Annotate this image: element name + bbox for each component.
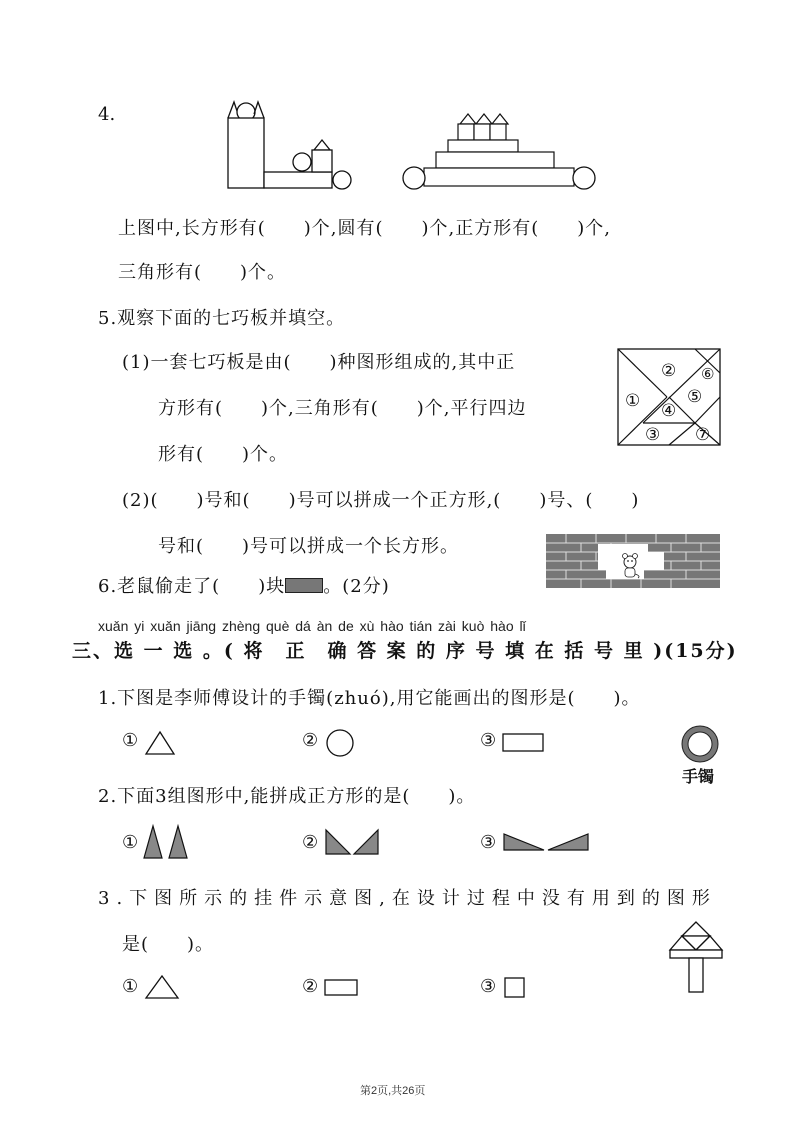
- bracelet-label: 手镯: [682, 767, 715, 786]
- section3-heading: 三、选 一 选 。( 将 正 确 答 案 的 序 号 填 在 括 号 里 )(15分): [72, 640, 738, 662]
- q6-text-before: 6.老鼠偷走了( )块: [98, 576, 286, 597]
- s3q3-option-1-label: ①: [122, 976, 139, 997]
- s3q3-option-2-label: ②: [302, 976, 319, 997]
- q4-line1: 上图中,长方形有( )个,圆有( )个,正方形有( )个,: [118, 218, 612, 239]
- pendant-figure: [668, 920, 724, 994]
- q4-number: 4.: [98, 104, 116, 125]
- q5-part1-line3: 形有( )个。: [158, 444, 289, 465]
- square-icon: [504, 977, 526, 999]
- brick-wall-figure: [546, 534, 720, 588]
- tangram-label-7: ⑦: [695, 425, 711, 445]
- triangle-icon: [144, 974, 180, 1000]
- s3q2-option-2-label: ②: [302, 832, 319, 853]
- q4-figure-right: [400, 108, 596, 192]
- rectangle-icon: [502, 733, 544, 753]
- q6-text-after: 。(2分): [323, 576, 390, 597]
- s3q2-text: 2.下面3组图形中,能拼成正方形的是( )。: [98, 786, 476, 807]
- q5-part1-line1: (1)一套七巧板是由( )种图形组成的,其中正: [122, 352, 516, 373]
- two-flat-triangles-icon: [502, 832, 590, 852]
- q5-title: 5.观察下面的七巧板并填空。: [98, 308, 346, 329]
- tangram-label-3: ③: [645, 425, 661, 445]
- triangle-icon: [144, 730, 176, 756]
- brick-icon: [285, 578, 323, 593]
- q6-text: [98, 572, 390, 598]
- circle-icon: [325, 728, 355, 758]
- tangram-figure: [617, 348, 721, 446]
- q4-line2: 三角形有( )个。: [118, 262, 287, 283]
- two-right-triangles-icon: [324, 828, 382, 856]
- s3q1-option-1-label: ①: [122, 730, 139, 751]
- bracelet-icon: [682, 726, 718, 762]
- s3q3-line2: 是( )。: [122, 934, 215, 955]
- q5-part1-line2: 方形有( )个,三角形有( )个,平行四边: [158, 398, 527, 419]
- rectangle-icon: [324, 979, 358, 997]
- two-tall-triangles-icon: [142, 824, 192, 860]
- s3q1-text: 1.下图是李师傅设计的手镯(zhuó),用它能画出的图形是( )。: [98, 688, 641, 709]
- q5-part2-line2: 号和( )号可以拼成一个长方形。: [158, 536, 460, 557]
- section3-pinyin: xuǎn yi xuǎn jiāng zhèng què dá àn de xù hào tián zài kuò hào lǐ: [98, 618, 526, 634]
- tangram-label-2: ②: [661, 361, 677, 381]
- page-footer: 第2页,共26页: [360, 1085, 426, 1097]
- q5-part2-line1: (2)( )号和( )号可以拼成一个正方形,( )号、( ): [122, 490, 640, 511]
- s3q1-option-3-label: ③: [480, 730, 497, 751]
- tangram-label-6: ⑥: [701, 365, 715, 383]
- s3q3-line1: 3.下图所示的挂件示意图,在设计过程中没有用到的图形: [98, 888, 717, 909]
- s3q2-option-3-label: ③: [480, 832, 497, 853]
- tangram-label-5: ⑤: [687, 387, 703, 407]
- tangram-label-1: ①: [625, 391, 641, 411]
- s3q3-option-3-label: ③: [480, 976, 497, 997]
- s3q2-option-1-label: ①: [122, 832, 139, 853]
- tangram-label-4: ④: [661, 401, 677, 421]
- q4-figure-left: [222, 100, 354, 192]
- s3q1-option-2-label: ②: [302, 730, 319, 751]
